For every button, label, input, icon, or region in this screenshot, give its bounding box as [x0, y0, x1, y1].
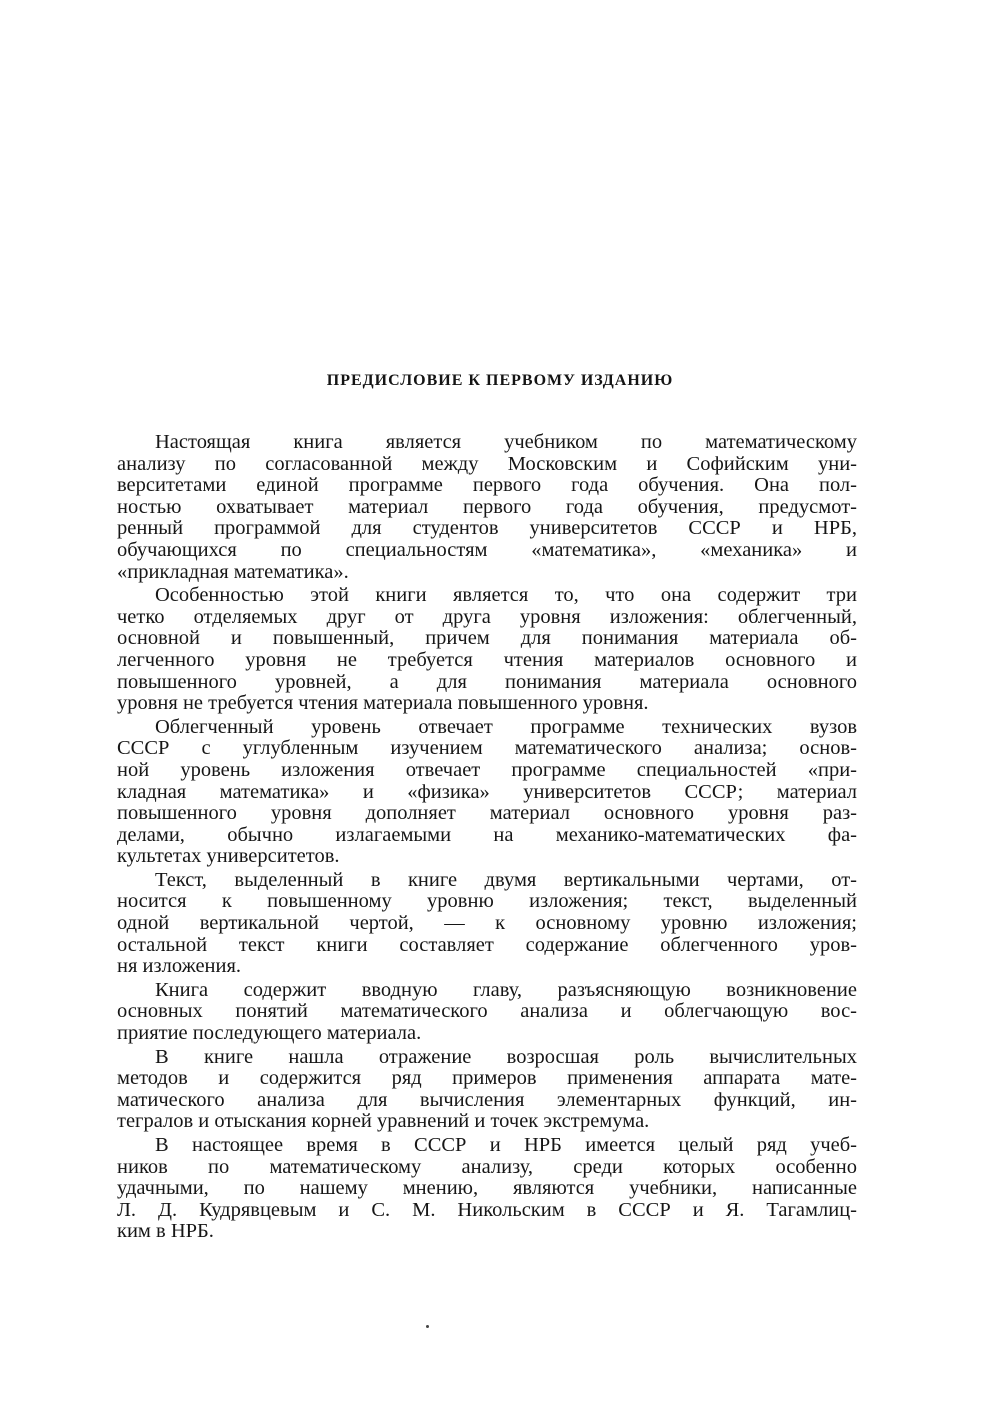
preface-body [117, 432, 857, 1243]
paragraph [117, 432, 857, 583]
text-line: носится к повышенному уровню изложения; текст, выделенный [117, 890, 857, 913]
paragraph [117, 585, 857, 715]
text-line: ников по математическому анализу, среди которых особенно [117, 1155, 857, 1178]
text-line: Текст, выделенный в книге двумя вертикальными чертами, от- [155, 868, 857, 891]
paragraph [117, 980, 857, 1045]
paragraph [117, 717, 857, 868]
text-line: ня изложения. [117, 955, 242, 978]
text-line: методов и содержится ряд примеров применения аппарата мате- [117, 1067, 857, 1090]
text-line: кладная математика» и «физика» университетов СССР; материал [117, 780, 857, 803]
text-line: Настоящая книга является учебником по математическому [155, 431, 857, 453]
text-line: основных понятий математического анализа и облегчающую вос- [117, 1000, 857, 1023]
text-line: повышенного уровней, а для понимания материала основного [117, 670, 857, 693]
paragraph [117, 1047, 857, 1133]
text-line: «прикладная математика». [117, 560, 349, 583]
text-line: обучающихся по специальностям «математика», «механика» и [117, 538, 857, 561]
text-line: легченного уровня не требуется чтения материалов основного и [117, 648, 857, 671]
text-line: культетах университетов. [117, 845, 340, 868]
paragraph [117, 870, 857, 978]
text-line: ренный программой для студентов университетов СССР и НРБ, [117, 517, 857, 540]
text-line: Книга содержит вводную главу, разъясняющую возникновение [155, 978, 857, 1001]
text-line: повышенного уровня дополняет материал основного уровня раз- [117, 802, 857, 825]
text-line: верситетами единой программе первого года обучения. Она пол- [117, 474, 857, 497]
paragraph [117, 1135, 857, 1243]
text-line: Л. Д. Кудрявцевым и С. М. Никольским в СССР и Я. Тагамлиц- [117, 1198, 857, 1221]
text-line: Особенностью этой книги является то, что она содержит три [155, 584, 857, 607]
text-line: анализу по согласованной между Московским и Софийским уни- [117, 452, 857, 475]
text-line: остальной текст книги составляет содержание облегченного уров- [117, 933, 857, 956]
text-line: одной вертикальной чертой, — к основному уровню изложения; [117, 912, 857, 935]
text-line: СССР с углубленным изучением математического анализа; основ- [117, 737, 857, 760]
text-line: четко отделяемых друг от друга уровня изложения: облегченный, [117, 605, 857, 628]
page-title: ПРЕДИСЛОВИЕ К ПЕРВОМУ ИЗДАНИЮ [326, 372, 674, 389]
text-line: В настоящее время в СССР и НРБ имеется целый ряд учеб- [155, 1134, 857, 1156]
text-line: приятие последующего материала. [117, 1022, 422, 1045]
text-line: ким в НРБ. [117, 1220, 214, 1243]
text-line: основной и повышенный, причем для понимания материала об- [117, 627, 857, 650]
text-line: делами, обычно излагаемыми на механико-математических фа- [117, 823, 857, 846]
text-line: В книге нашла отражение возросшая роль вычислительных [155, 1045, 857, 1068]
text-line: ностью охватывает материал первого года обучения, предусмот- [117, 495, 857, 518]
text-line: Облегченный уровень отвечает программе технических вузов [155, 715, 857, 738]
text-line: тегралов и отыскания корней уравнений и точек экстремума. [117, 1110, 650, 1133]
text-line: матического анализа для вычисления элементарных функций, ин- [117, 1088, 857, 1111]
text-line: удачными, по нашему мнению, являются учебники, написанные [117, 1177, 857, 1200]
print-speck [426, 1325, 429, 1328]
text-line: уровня не требуется чтения материала повышенного уровня. [117, 692, 649, 715]
text-line: ной уровень изложения отвечает программе специальностей «при- [117, 758, 857, 781]
